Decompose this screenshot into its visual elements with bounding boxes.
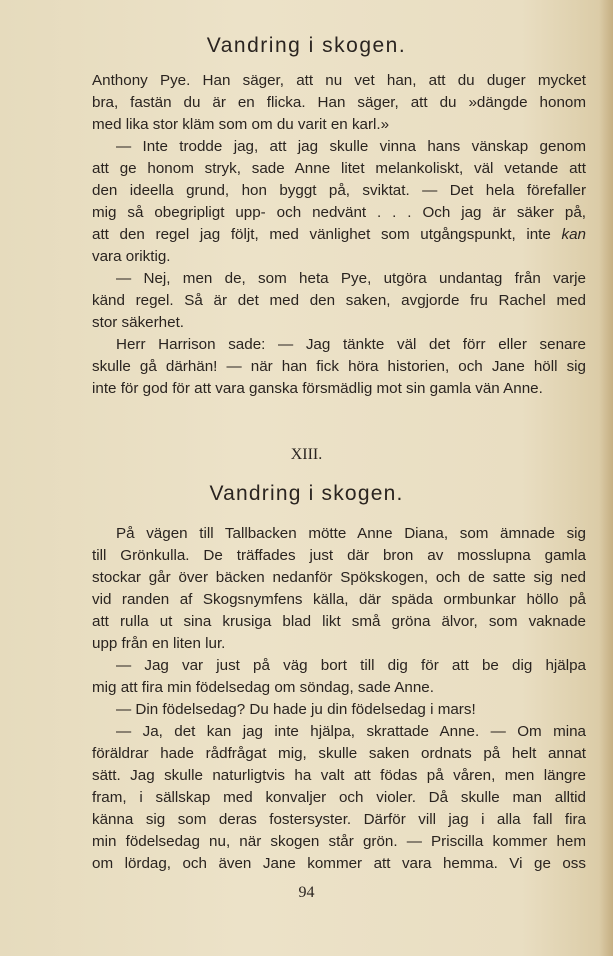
text-line: den ideella grund, hon byggt på, sviktat. — Det hela förefaller — [92, 182, 586, 199]
text-line: upp från en liten lur. — [92, 635, 226, 652]
text-line: sätt. Jag skulle naturligtvis ha valt att födas på våren, men längre — [92, 767, 586, 784]
text-line: om lördag, och även Jane kommer att vara hemma. Vi ge oss — [92, 855, 586, 872]
text-line: bra, fastän du är en flicka. Han säger, att du »dängde honom — [92, 94, 586, 111]
text-line: min födelsedag nu, när skogen står grön. — Priscilla kommer hem — [92, 833, 586, 850]
italic-word: kan — [561, 226, 586, 243]
text-line: skulle gå därhän! — när han fick höra historien, och Jane höll sig — [92, 358, 586, 375]
text-line: känna sig som deras fostersyster. Därför vill jag i alla fall fira — [92, 811, 586, 828]
text-line: vara oriktig. — [92, 248, 171, 265]
text-line: mig att fira min födelsedag om söndag, sade Anne. — [92, 679, 434, 696]
text-line: fram, i sällskap med konvaljer och violer. Då skulle man alltid — [92, 789, 586, 806]
text-line: att ge honom stryk, sade Anne litet melankoliskt, väl vetande att — [92, 160, 586, 177]
text-line: inte för god för att vara ganska försmädlig mot sin gamla vän Anne. — [92, 380, 543, 397]
text-line: — Ja, det kan jag inte hjälpa, skrattade Anne. — Om mina — [116, 723, 586, 740]
text-line: På vägen till Tallbacken mötte Anne Diana, som ämnade sig — [116, 525, 586, 542]
page-number: 94 — [298, 884, 315, 901]
text-line: — Inte trodde jag, att jag skulle vinna hans vänskap genom — [116, 138, 586, 155]
text-line: mig så obegripligt upp- och nedvänt . . . Och jag är säker på, — [92, 204, 586, 221]
text-line: vid randen af Skogsnymfens källa, där späda ormbunkar höllo på — [92, 591, 586, 608]
text-line: — Jag var just på väg bort till dig för att be dig hjälpa — [116, 657, 586, 674]
text-line: Anthony Pye. Han säger, att nu vet han, att du duger mycket — [92, 72, 586, 89]
text-line: stor säkerhet. — [92, 314, 185, 331]
text-block-continuation — [92, 70, 586, 400]
text-line: Herr Harrison sade: — Jag tänkte väl det förr eller senare — [116, 336, 586, 353]
text-line: till Grönkulla. De träffades just där bron av mosslupna gamla — [92, 547, 586, 564]
text-line-prefix: att den regel jag följt, med vänlighet som utgångspunkt, inte — [92, 226, 551, 243]
text-line: föräldrar hade rådfrågat mig, skulle saken ordnats på helt annat — [92, 745, 586, 762]
text-line-with-italic — [92, 224, 586, 246]
chapter-title: Vandring i skogen. — [209, 482, 404, 505]
text-line: att rulla ut sina krusiga blad likt små gröna älvor, som vaknade — [92, 613, 586, 630]
running-head: Vandring i skogen. — [206, 34, 407, 57]
text-line: stockar går över bäcken nedanför Spökskogen, och de satte sig ned — [92, 569, 586, 586]
text-line: med lika stor kläm som om du varit en karl.» — [92, 116, 390, 133]
chapter-number: XIII. — [290, 446, 323, 463]
text-block-chapter — [92, 523, 586, 875]
text-line: — Nej, men de, som heta Pye, utgöra undantag från varje — [116, 270, 586, 287]
text-line: — Din födelsedag? Du hade ju din födelsedag i mars! — [116, 701, 476, 718]
text-line: känd regel. Så är det med den saken, avgjorde fru Rachel med — [92, 292, 586, 309]
